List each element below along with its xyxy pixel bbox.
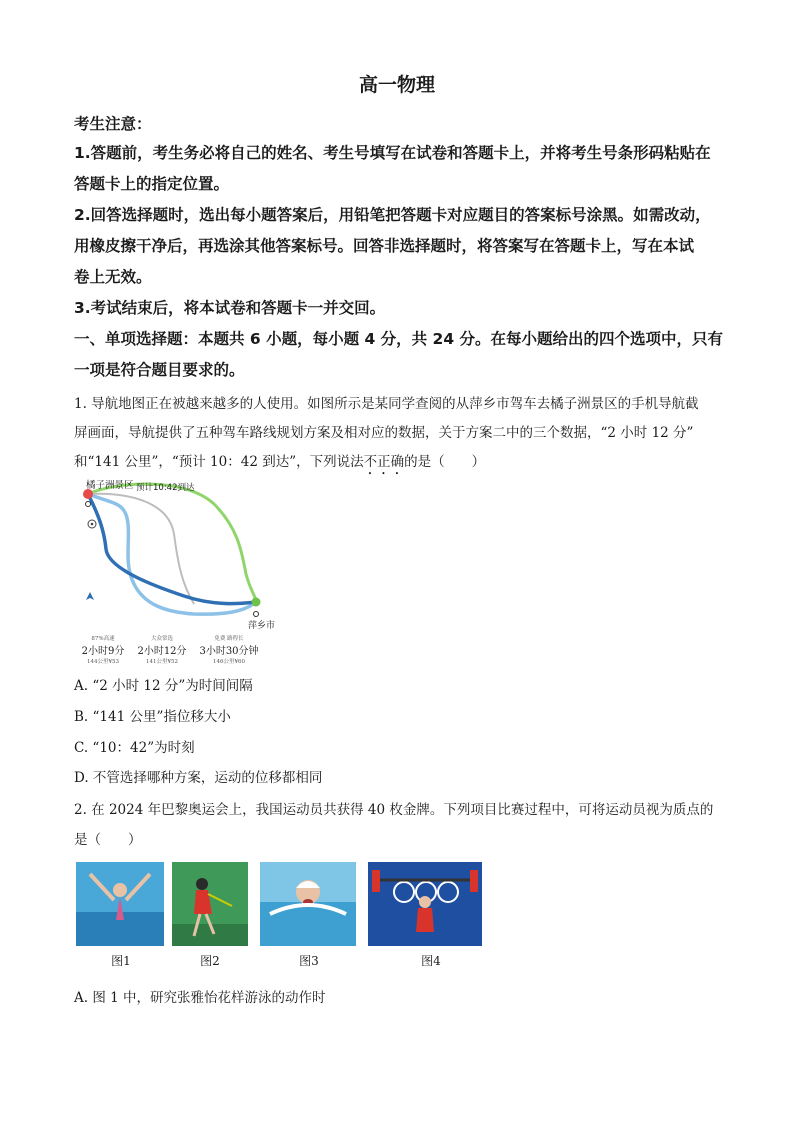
figure-2-photo bbox=[172, 862, 248, 946]
route-option-time: 2小时9分 bbox=[81, 646, 125, 657]
q2-option-a: A. 图 1 中，研究张雅怡花样游泳的动作时 bbox=[74, 990, 326, 1006]
notice-item-2: 2.回答选择题时，选出每小题答案后，用铅笔把答题卡对应题目的答案标号涂黑。如需改动， bbox=[74, 206, 711, 224]
route-option-3[interactable] bbox=[194, 634, 264, 665]
route-option-info: 141公里¥52 bbox=[146, 659, 178, 665]
q2-stem: 2. 在 2024 年巴黎奥运会上，我国运动员共获得 40 枚金牌。下列项目比赛过程中，可将运动员视为质点的 bbox=[74, 802, 714, 818]
q1-stem-cont: 屏画面，导航提供了五种驾车路线规划方案及相对应的数据，关于方案二中的三个数据，“2 小时 12 分” bbox=[74, 425, 694, 441]
q1-stem-emphasis: 不正确 bbox=[363, 454, 405, 470]
q2-figures bbox=[76, 862, 496, 972]
notice-item-3: 3.考试结束后，将本试卷和答题卡一并交回。 bbox=[74, 299, 386, 317]
figure-4-caption: 图4 bbox=[421, 954, 441, 968]
map-end-label: 萍乡市 bbox=[248, 621, 276, 631]
figure-1-photo bbox=[76, 862, 164, 946]
end-marker-icon bbox=[252, 598, 261, 607]
q1-stem-post: 的是（ ） bbox=[404, 454, 486, 470]
navigation-map bbox=[74, 474, 284, 666]
section-heading-cont: 一项是符合题目要求的。 bbox=[74, 361, 245, 379]
route-option-info: 146公里¥60 bbox=[213, 659, 245, 665]
route-option-time: 3小时30分钟 bbox=[199, 646, 259, 657]
q1-stem-pre: 和“141 公里”，“预计 10：42 到达”，下列说法 bbox=[74, 454, 364, 470]
q1-stem: 1. 导航地图正在被越来越多的人使用。如图所示是某同学查阅的从萍乡市驾车去橘子洲景区的手机导航截 bbox=[74, 396, 699, 412]
route-option-1[interactable] bbox=[78, 634, 128, 665]
route-option-tag: 87%高速 bbox=[91, 636, 115, 642]
figure-2-caption: 图2 bbox=[200, 954, 220, 968]
route-option-2[interactable] bbox=[134, 634, 190, 665]
map-eta-label: 预计10:42到达 bbox=[136, 483, 195, 493]
q2-stem-cont: 是（ ） bbox=[74, 832, 142, 848]
q1-option-d: D. 不管选择哪种方案，运动的位移都相同 bbox=[74, 770, 323, 786]
section-heading: 一、单项选择题：本题共 6 小题，每小题 4 分，共 24 分。在每小题给出的四个选项中，只有 bbox=[74, 330, 724, 348]
figure-1-caption: 图1 bbox=[111, 954, 131, 968]
route-option-time: 2小时12分 bbox=[137, 646, 187, 657]
figure-3-photo bbox=[260, 862, 356, 946]
map-start-label: 橘子洲景区 bbox=[86, 480, 134, 491]
notice-item-2-cont2: 卷上无效。 bbox=[74, 268, 152, 286]
route-option-tag: 大众常选 bbox=[150, 636, 173, 642]
q1-option-a: A. “2 小时 12 分”为时间间隔 bbox=[74, 678, 253, 694]
route-option-tag: 免费 路程长 bbox=[214, 636, 244, 642]
q1-option-b: B. “141 公里”指位移大小 bbox=[74, 709, 231, 725]
page-title: 高一物理 bbox=[358, 74, 435, 96]
figure-3-caption: 图3 bbox=[299, 954, 319, 968]
notice-item-1: 1.答题前，考生务必将自己的姓名、考生号填写在试卷和答题卡上，并将考生号条形码粘贴在 bbox=[74, 144, 711, 162]
notice-item-2-cont: 用橡皮擦干净后，再选涂其他答案标号。回答非选择题时，将答案写在答题卡上，写在本试 bbox=[74, 237, 695, 255]
notice-heading: 考生注意： bbox=[74, 115, 152, 133]
notice-item-1-cont: 答题卡上的指定位置。 bbox=[74, 175, 230, 193]
q1-option-c: C. “10：42”为时刻 bbox=[74, 740, 195, 756]
figure-4-photo bbox=[368, 862, 482, 946]
route-option-info: 144公里¥53 bbox=[87, 659, 119, 665]
